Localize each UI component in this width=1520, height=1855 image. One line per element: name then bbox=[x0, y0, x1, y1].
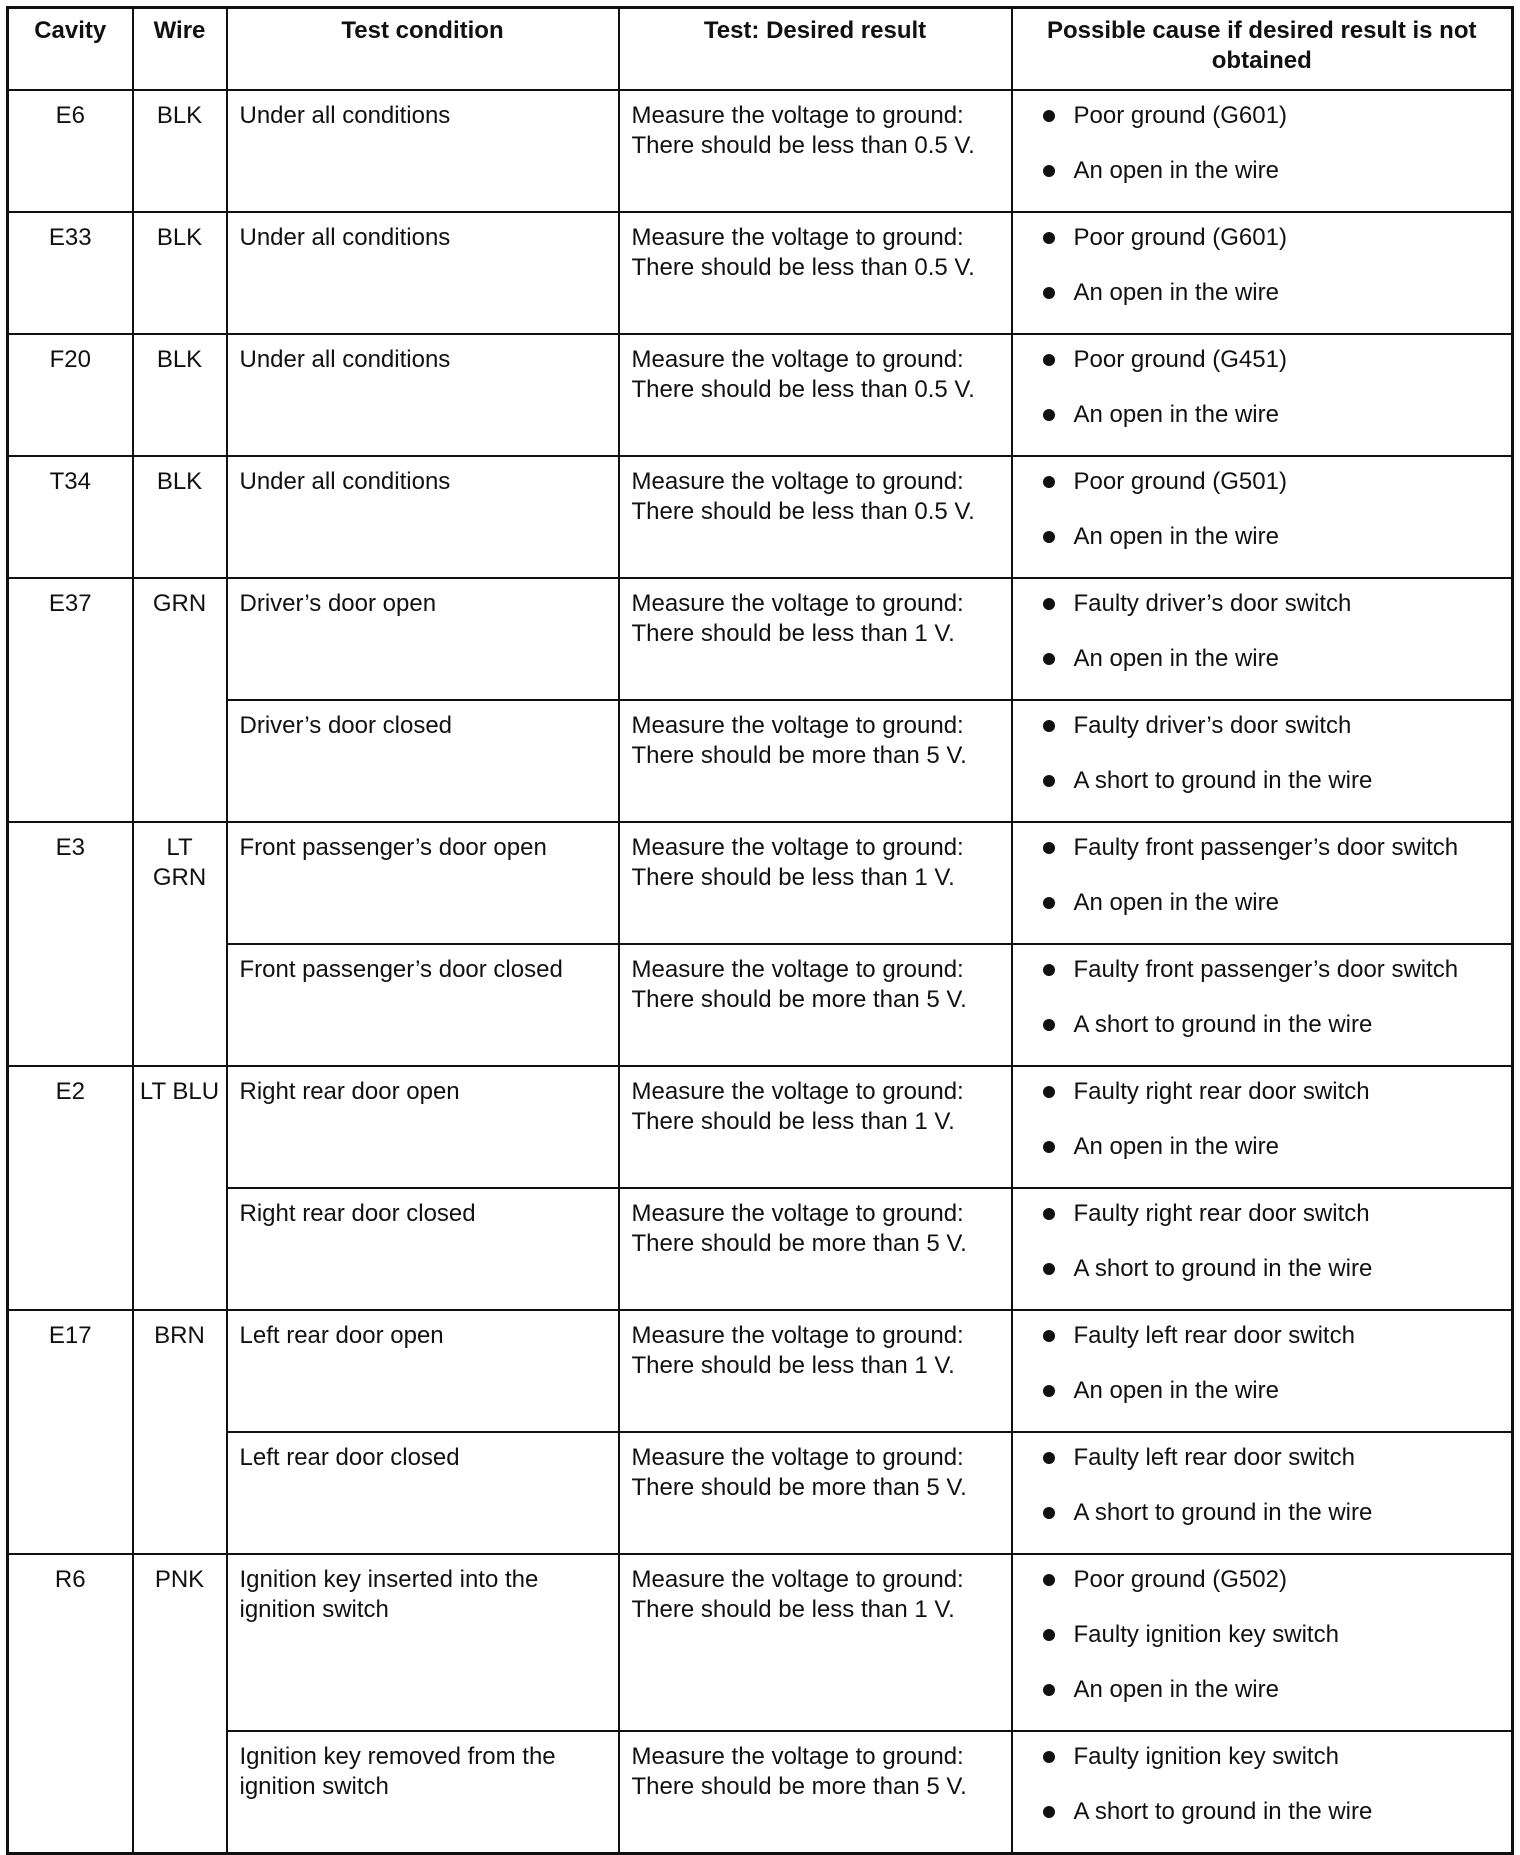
cause-text: An open in the wire bbox=[1073, 1675, 1279, 1703]
bullet-icon bbox=[1043, 409, 1055, 421]
cause-text: An open in the wire bbox=[1073, 400, 1279, 428]
cause-list-item bbox=[1013, 400, 1506, 455]
table-row bbox=[8, 1731, 1513, 1854]
cause-list-item bbox=[1013, 711, 1506, 766]
possible-cause-cell bbox=[1012, 578, 1513, 700]
result-expected-value: There should be less than 1 V. bbox=[631, 863, 955, 891]
cause-list-item bbox=[1013, 345, 1506, 400]
result-instruction: Measure the voltage to ground: bbox=[631, 833, 964, 861]
desired-result-cell bbox=[619, 1432, 1012, 1554]
wire-color-cell: LT BLU bbox=[133, 1066, 227, 1310]
test-condition-cell: Right rear door open bbox=[227, 1066, 619, 1188]
cause-text: A short to ground in the wire bbox=[1073, 1797, 1373, 1825]
cause-text: An open in the wire bbox=[1073, 1132, 1279, 1160]
cause-text: Faulty left rear door switch bbox=[1073, 1321, 1355, 1349]
troubleshooting-table bbox=[6, 6, 1514, 1855]
result-instruction: Measure the voltage to ground: bbox=[631, 345, 964, 373]
result-instruction: Measure the voltage to ground: bbox=[631, 1443, 964, 1471]
cause-text: An open in the wire bbox=[1073, 888, 1279, 916]
table-body bbox=[8, 90, 1513, 1854]
possible-cause-cell bbox=[1012, 90, 1513, 212]
cause-text: An open in the wire bbox=[1073, 156, 1279, 184]
desired-result-cell bbox=[619, 90, 1012, 212]
result-instruction: Measure the voltage to ground: bbox=[631, 1077, 964, 1105]
result-expected-value: There should be less than 0.5 V. bbox=[631, 253, 975, 281]
cause-list-item bbox=[1013, 467, 1506, 522]
bullet-icon bbox=[1043, 653, 1055, 665]
result-expected-value: There should be less than 1 V. bbox=[631, 1595, 955, 1623]
table-row bbox=[8, 578, 1513, 700]
result-instruction: Measure the voltage to ground: bbox=[631, 711, 964, 739]
bullet-icon bbox=[1043, 531, 1055, 543]
result-instruction: Measure the voltage to ground: bbox=[631, 1321, 964, 1349]
cause-list-item bbox=[1013, 223, 1506, 278]
cause-list-item bbox=[1013, 888, 1506, 943]
wire-color-cell: BLK bbox=[133, 334, 227, 456]
cause-text: Faulty left rear door switch bbox=[1073, 1443, 1355, 1471]
wire-color-cell: BRN bbox=[133, 1310, 227, 1554]
table-row bbox=[8, 90, 1513, 212]
cavity-cell: E17 bbox=[8, 1310, 133, 1554]
cause-list-item bbox=[1013, 1565, 1506, 1620]
possible-cause-cell bbox=[1012, 1731, 1513, 1854]
cause-text: Poor ground (G601) bbox=[1073, 223, 1287, 251]
cause-text: A short to ground in the wire bbox=[1073, 1254, 1373, 1282]
cause-list-item bbox=[1013, 955, 1506, 1010]
cause-text: An open in the wire bbox=[1073, 1376, 1279, 1404]
table-row bbox=[8, 212, 1513, 334]
cause-text: A short to ground in the wire bbox=[1073, 1498, 1373, 1526]
cause-text: Faulty ignition key switch bbox=[1073, 1620, 1339, 1648]
result-instruction: Measure the voltage to ground: bbox=[631, 223, 964, 251]
test-condition-cell: Under all conditions bbox=[227, 334, 619, 456]
test-condition-cell: Ignition key inserted into the ignition switch bbox=[227, 1554, 619, 1731]
possible-cause-cell bbox=[1012, 456, 1513, 578]
result-instruction: Measure the voltage to ground: bbox=[631, 467, 964, 495]
cavity-cell: E33 bbox=[8, 212, 133, 334]
result-expected-value: There should be more than 5 V. bbox=[631, 985, 967, 1013]
desired-result-cell bbox=[619, 1554, 1012, 1731]
cavity-cell: E6 bbox=[8, 90, 133, 212]
test-condition-cell: Front passenger’s door open bbox=[227, 822, 619, 944]
possible-cause-cell bbox=[1012, 1432, 1513, 1554]
result-expected-value: There should be more than 5 V. bbox=[631, 1772, 967, 1800]
header-row bbox=[8, 8, 1513, 90]
cause-list-item bbox=[1013, 1376, 1506, 1431]
cause-list-item bbox=[1013, 833, 1506, 888]
header-possible-cause: Possible cause if desired result is not obtained bbox=[1012, 8, 1513, 90]
wire-color-cell: BLK bbox=[133, 212, 227, 334]
bullet-icon bbox=[1043, 842, 1055, 854]
bullet-icon bbox=[1043, 1263, 1055, 1275]
cavity-cell: E3 bbox=[8, 822, 133, 1066]
test-condition-cell: Under all conditions bbox=[227, 90, 619, 212]
cavity-cell: R6 bbox=[8, 1554, 133, 1854]
bullet-icon bbox=[1043, 1574, 1055, 1586]
table-row bbox=[8, 1310, 1513, 1432]
bullet-icon bbox=[1043, 1629, 1055, 1641]
result-instruction: Measure the voltage to ground: bbox=[631, 955, 964, 983]
bullet-icon bbox=[1043, 775, 1055, 787]
bullet-icon bbox=[1043, 110, 1055, 122]
cause-list-item bbox=[1013, 1010, 1506, 1065]
result-expected-value: There should be more than 5 V. bbox=[631, 741, 967, 769]
result-instruction: Measure the voltage to ground: bbox=[631, 1565, 964, 1593]
cause-text: Faulty ignition key switch bbox=[1073, 1742, 1339, 1770]
bullet-icon bbox=[1043, 1019, 1055, 1031]
test-condition-cell: Ignition key removed from the ignition switch bbox=[227, 1731, 619, 1854]
cause-list-item bbox=[1013, 522, 1506, 577]
table-row bbox=[8, 1066, 1513, 1188]
cause-text: Faulty front passenger’s door switch bbox=[1073, 955, 1459, 983]
result-expected-value: There should be less than 0.5 V. bbox=[631, 497, 975, 525]
possible-cause-cell bbox=[1012, 212, 1513, 334]
test-condition-cell: Driver’s door closed bbox=[227, 700, 619, 822]
table-row bbox=[8, 1554, 1513, 1731]
bullet-icon bbox=[1043, 1086, 1055, 1098]
cause-list-item bbox=[1013, 644, 1506, 699]
bullet-icon bbox=[1043, 1751, 1055, 1763]
test-condition-cell: Front passenger’s door closed bbox=[227, 944, 619, 1066]
result-expected-value: There should be more than 5 V. bbox=[631, 1473, 967, 1501]
desired-result-cell bbox=[619, 1188, 1012, 1310]
possible-cause-cell bbox=[1012, 1066, 1513, 1188]
cavity-cell: T34 bbox=[8, 456, 133, 578]
wire-color-cell: BLK bbox=[133, 456, 227, 578]
cause-list-item bbox=[1013, 1498, 1506, 1553]
cause-text: Faulty driver’s door switch bbox=[1073, 589, 1352, 617]
possible-cause-cell bbox=[1012, 944, 1513, 1066]
bullet-icon bbox=[1043, 354, 1055, 366]
cause-list-item bbox=[1013, 1675, 1506, 1730]
cause-text: Poor ground (G501) bbox=[1073, 467, 1287, 495]
cause-list-item bbox=[1013, 1443, 1506, 1498]
header-test-condition: Test condition bbox=[227, 8, 619, 90]
cause-text: Faulty driver’s door switch bbox=[1073, 711, 1352, 739]
bullet-icon bbox=[1043, 720, 1055, 732]
desired-result-cell bbox=[619, 1731, 1012, 1854]
possible-cause-cell bbox=[1012, 1310, 1513, 1432]
possible-cause-cell bbox=[1012, 1554, 1513, 1731]
cause-text: A short to ground in the wire bbox=[1073, 766, 1373, 794]
cause-list-item bbox=[1013, 156, 1506, 211]
result-expected-value: There should be less than 1 V. bbox=[631, 1351, 955, 1379]
possible-cause-cell bbox=[1012, 1188, 1513, 1310]
cause-list-item bbox=[1013, 766, 1506, 821]
cause-list-item bbox=[1013, 1132, 1506, 1187]
bullet-icon bbox=[1043, 1806, 1055, 1818]
table-row bbox=[8, 334, 1513, 456]
cause-list-item bbox=[1013, 101, 1506, 156]
desired-result-cell bbox=[619, 334, 1012, 456]
result-expected-value: There should be less than 0.5 V. bbox=[631, 131, 975, 159]
cause-text: Faulty right rear door switch bbox=[1073, 1199, 1370, 1227]
result-expected-value: There should be more than 5 V. bbox=[631, 1229, 967, 1257]
troubleshooting-table-container bbox=[6, 6, 1514, 1855]
cause-text: Poor ground (G502) bbox=[1073, 1565, 1287, 1593]
bullet-icon bbox=[1043, 964, 1055, 976]
desired-result-cell bbox=[619, 822, 1012, 944]
cause-text: A short to ground in the wire bbox=[1073, 1010, 1373, 1038]
cause-text: An open in the wire bbox=[1073, 644, 1279, 672]
table-row bbox=[8, 822, 1513, 944]
header-wire: Wire bbox=[133, 8, 227, 90]
cavity-cell: E37 bbox=[8, 578, 133, 822]
bullet-icon bbox=[1043, 1330, 1055, 1342]
bullet-icon bbox=[1043, 1507, 1055, 1519]
result-instruction: Measure the voltage to ground: bbox=[631, 589, 964, 617]
desired-result-cell bbox=[619, 212, 1012, 334]
cause-list-item bbox=[1013, 1254, 1506, 1309]
cause-list-item bbox=[1013, 1199, 1506, 1254]
bullet-icon bbox=[1043, 1452, 1055, 1464]
test-condition-cell: Driver’s door open bbox=[227, 578, 619, 700]
table-row bbox=[8, 1432, 1513, 1554]
test-condition-cell: Under all conditions bbox=[227, 456, 619, 578]
possible-cause-cell bbox=[1012, 700, 1513, 822]
possible-cause-cell bbox=[1012, 822, 1513, 944]
test-condition-cell: Left rear door closed bbox=[227, 1432, 619, 1554]
cause-text: Faulty right rear door switch bbox=[1073, 1077, 1370, 1105]
wire-color-cell: BLK bbox=[133, 90, 227, 212]
desired-result-cell bbox=[619, 944, 1012, 1066]
cause-text: An open in the wire bbox=[1073, 278, 1279, 306]
header-cavity: Cavity bbox=[8, 8, 133, 90]
cause-list-item bbox=[1013, 1077, 1506, 1132]
result-expected-value: There should be less than 1 V. bbox=[631, 1107, 955, 1135]
desired-result-cell bbox=[619, 1310, 1012, 1432]
wire-color-cell: LT GRN bbox=[133, 822, 227, 1066]
cavity-cell: F20 bbox=[8, 334, 133, 456]
result-instruction: Measure the voltage to ground: bbox=[631, 1199, 964, 1227]
bullet-icon bbox=[1043, 897, 1055, 909]
wire-color-cell: GRN bbox=[133, 578, 227, 822]
desired-result-cell bbox=[619, 578, 1012, 700]
bullet-icon bbox=[1043, 598, 1055, 610]
test-condition-cell: Left rear door open bbox=[227, 1310, 619, 1432]
bullet-icon bbox=[1043, 1141, 1055, 1153]
result-instruction: Measure the voltage to ground: bbox=[631, 1742, 964, 1770]
cause-text: Poor ground (G451) bbox=[1073, 345, 1287, 373]
table-row bbox=[8, 1188, 1513, 1310]
cause-list-item bbox=[1013, 1742, 1506, 1797]
desired-result-cell bbox=[619, 456, 1012, 578]
bullet-icon bbox=[1043, 476, 1055, 488]
result-expected-value: There should be less than 1 V. bbox=[631, 619, 955, 647]
cause-text: Poor ground (G601) bbox=[1073, 101, 1287, 129]
wire-color-cell: PNK bbox=[133, 1554, 227, 1854]
desired-result-cell bbox=[619, 1066, 1012, 1188]
cause-text: An open in the wire bbox=[1073, 522, 1279, 550]
bullet-icon bbox=[1043, 1385, 1055, 1397]
result-expected-value: There should be less than 0.5 V. bbox=[631, 375, 975, 403]
cause-list-item bbox=[1013, 1797, 1506, 1852]
table-row bbox=[8, 700, 1513, 822]
cause-text: Faulty front passenger’s door switch bbox=[1073, 833, 1459, 861]
bullet-icon bbox=[1043, 1684, 1055, 1696]
bullet-icon bbox=[1043, 1208, 1055, 1220]
cavity-cell: E2 bbox=[8, 1066, 133, 1310]
table-row bbox=[8, 456, 1513, 578]
table-row bbox=[8, 944, 1513, 1066]
bullet-icon bbox=[1043, 287, 1055, 299]
result-instruction: Measure the voltage to ground: bbox=[631, 101, 964, 129]
header-desired-result: Test: Desired result bbox=[619, 8, 1012, 90]
test-condition-cell: Under all conditions bbox=[227, 212, 619, 334]
bullet-icon bbox=[1043, 232, 1055, 244]
bullet-icon bbox=[1043, 165, 1055, 177]
cause-list-item bbox=[1013, 1321, 1506, 1376]
cause-list-item bbox=[1013, 278, 1506, 333]
cause-list-item bbox=[1013, 1620, 1506, 1675]
cause-list-item bbox=[1013, 589, 1506, 644]
possible-cause-cell bbox=[1012, 334, 1513, 456]
desired-result-cell bbox=[619, 700, 1012, 822]
test-condition-cell: Right rear door closed bbox=[227, 1188, 619, 1310]
